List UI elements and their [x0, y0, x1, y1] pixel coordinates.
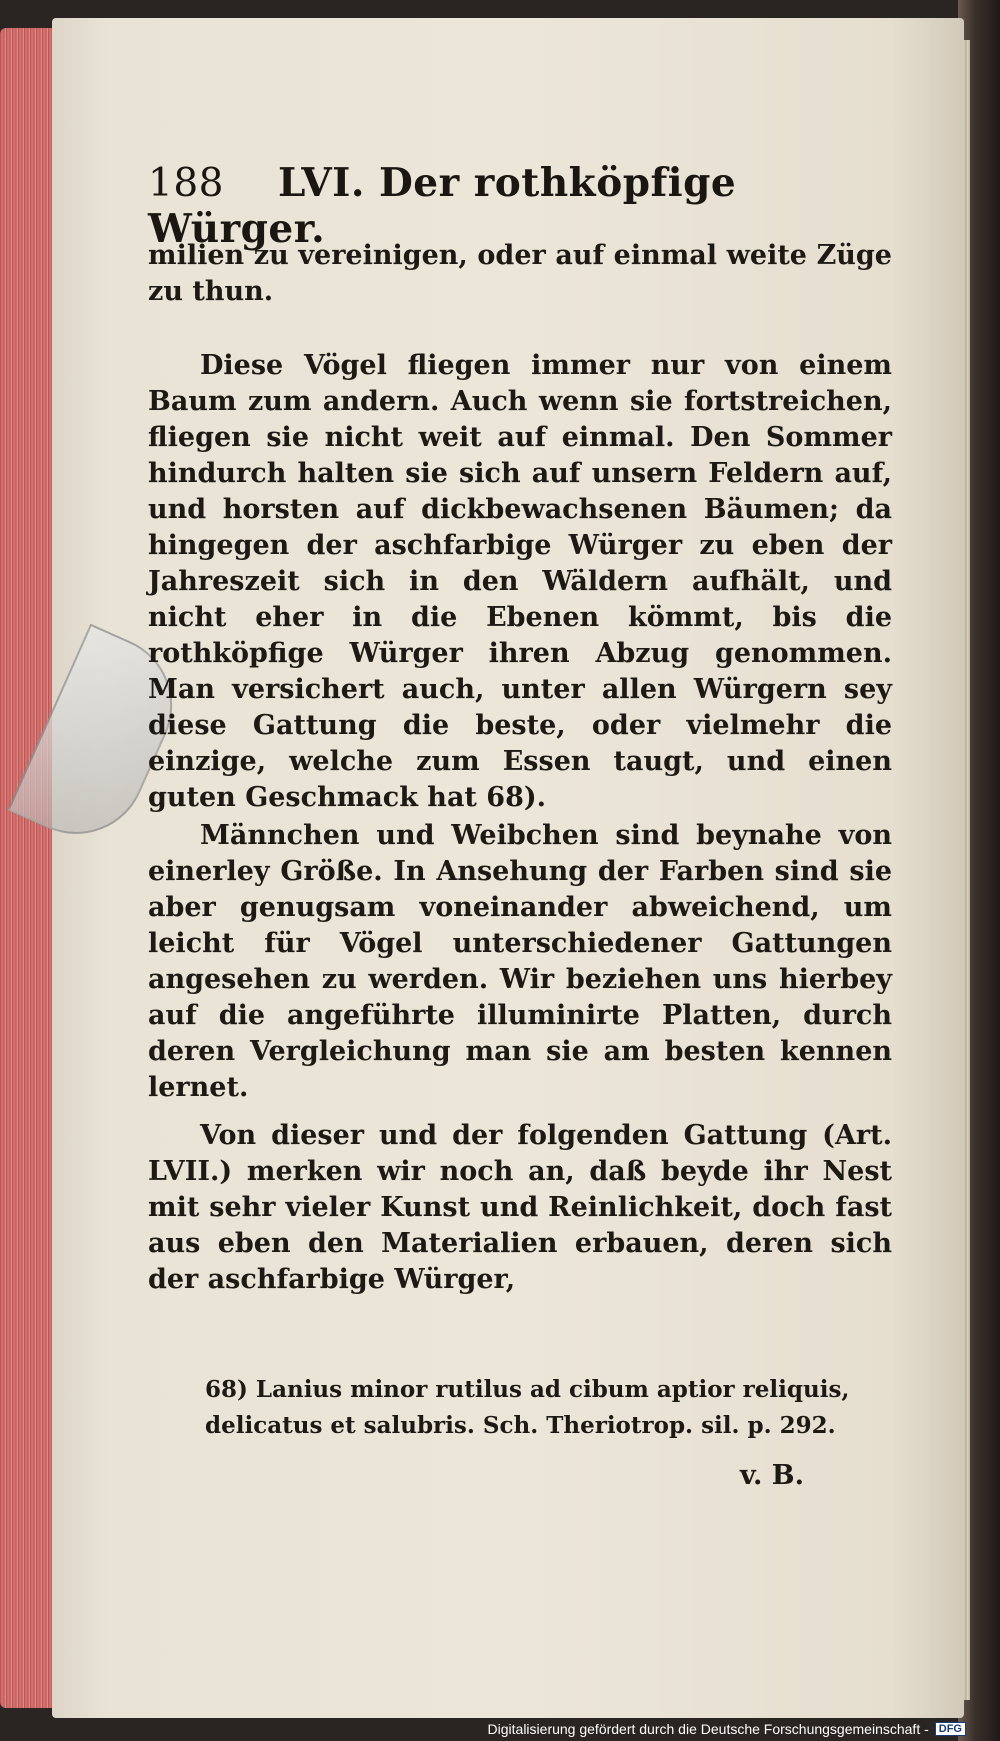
credit-text: Digitalisierung gefördert durch die Deutsche Forschungsgemeinschaft -	[487, 1721, 929, 1737]
paragraph-2: Diese Vögel fliegen immer nur von einem Baum zum andern. Auch wenn sie fortstreichen, fliegen sie nicht weit auf einmal. Den Sommer hindurch halten sie sich auf unsern Feldern auf, und horsten auf dickbewachsenen Bäumen; da hingegen der aschfarbige Würger zu eben der Jahreszeit sich in den Wäldern aufhält, und nicht eher in die Ebenen kömmt, bis die rothköpfige Würger ihren Abzug genommen. Man versichert auch, unter allen Würgern sey diese Gattung die beste, oder vielmehr die einzige, welche zum Essen taugt, und einen guten Geschmack hat 68).	[148, 350, 892, 813]
page-edge-left	[0, 28, 58, 1708]
digitization-credit	[488, 1721, 966, 1737]
page-number: 188	[148, 161, 224, 206]
catchword: v. B.	[740, 1460, 804, 1491]
dfg-logo: DFG	[935, 1722, 966, 1736]
paragraph-3: Männchen und Weibchen sind beynahe von einerley Größe. In Ansehung der Farben sind sie aber genugsam voneinander abweichend, um leicht für Vögel unterschiedener Gattungen angesehen zu werden. Wir beziehen uns hierbey auf die angeführte illuminirte Platten, durch deren Vergleichung man sie am besten kennen lernet.	[148, 820, 892, 1103]
running-head-title: LVI. Der rothköpfige Würger.	[148, 160, 737, 252]
footnote: 68) Lanius minor rutilus ad cibum aptior reliquis, delicatus et salubris. Sch. Theriotrop. sil. p. 292.	[205, 1376, 850, 1439]
paragraph-4: Von dieser und der folgenden Gattung (Art. LVII.) merken wir noch an, daß beyde ihr Nest mit sehr vieler Kunst und Reinlichkeit, doch fast aus eben den Materialien erbauen, deren sich der aschfarbige Würger,	[148, 1120, 892, 1295]
paragraph-1: milien zu vereinigen, oder auf einmal weite Züge zu thun.	[148, 240, 892, 307]
